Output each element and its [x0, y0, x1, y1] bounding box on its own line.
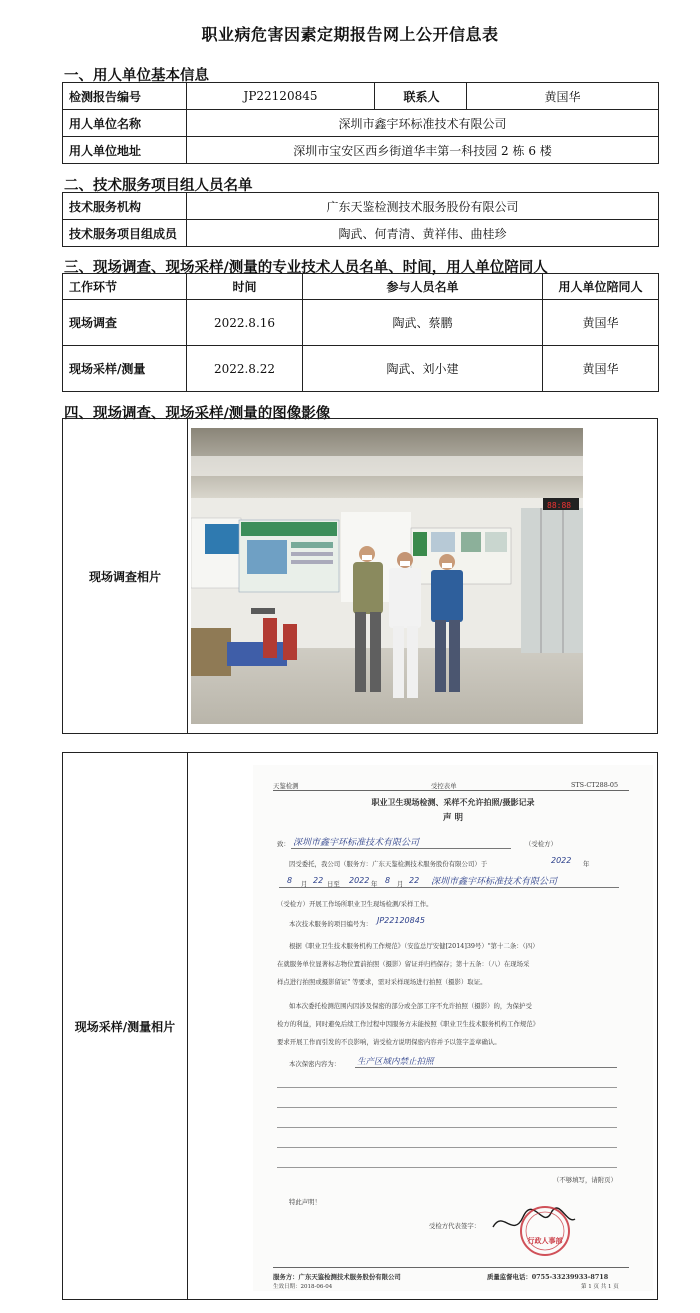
form-footer-date: 生效日期：2018-06-04 — [273, 1284, 333, 1290]
contact-label: 联系人 — [375, 83, 467, 110]
form-p5-hand: 生产区域内禁止拍照 — [357, 1057, 434, 1067]
section-3-heading: 三、现场调查、现场采样/测量的专业技术人员名单、时间，用人单位陪同人 — [64, 260, 548, 276]
form-p4: 如本次委托检测范围内因涉及保密的部分或全部工序不允许拍照（摄影）的，为保护受 — [289, 1002, 532, 1010]
svg-text:88:88: 88:88 — [547, 501, 572, 510]
form-footer-left: 服务方：广东天鉴检测技术服务股份有限公司 — [273, 1273, 401, 1281]
org-value: 广东天鉴检测技术服务股份有限公司 — [187, 193, 659, 220]
survey-photo — [191, 428, 583, 724]
report-no-label: 检测报告编号 — [63, 83, 187, 110]
survey-photo-illustration — [191, 428, 583, 724]
form-declare: 特此声明！ — [289, 1198, 321, 1206]
members-value: 陶武、何青清、黄祥伟、曲桂珍 — [187, 220, 659, 247]
col-stage-header: 工作环节 — [63, 274, 187, 300]
form-blank-line — [277, 1147, 617, 1148]
form-blank-line — [277, 1167, 617, 1168]
row-date: 2022.8.16 — [187, 300, 303, 346]
form-footer-rule — [273, 1267, 629, 1268]
form-ctrl: 受控表单 — [431, 782, 457, 790]
row-escort: 黄国华 — [543, 346, 659, 392]
address-label: 用人单位地址 — [63, 137, 187, 164]
form-blank-line — [277, 1107, 617, 1108]
form-title: 职业卫生现场检测、采样不允许拍照/摄影记录 — [371, 797, 535, 807]
document-title: 职业病危害因素定期报告网上公开信息表 — [201, 25, 499, 44]
basic-info-table — [62, 82, 659, 164]
form-p1-yr: 年 — [583, 860, 590, 868]
form-blank-line — [277, 1127, 617, 1128]
form-p2: 本次技术服务的项目编号为： — [289, 920, 373, 928]
form-date-line — [279, 887, 619, 888]
section-2-heading: 二、技术服务项目组人员名单 — [64, 178, 253, 194]
form-day-unit: 日至 — [327, 880, 340, 888]
form-p1c: （受检方）开展工作场所职业卫生现场检测/采样工作。 — [277, 900, 433, 908]
sampling-photo-label: 现场采样/测量相片 — [63, 753, 188, 1299]
company-label: 用人单位名称 — [63, 110, 187, 137]
form-to-line — [291, 848, 511, 849]
form-day2: 22 — [409, 876, 420, 885]
company-value: 深圳市鑫宇环标准技术有限公司 — [187, 110, 659, 137]
form-footer-right: 质量监督电话：0755-33239933-8718 — [487, 1273, 609, 1281]
form-p4c: 要求开展工作而引发的不良影响，请受检方说明保密内容并予以签字盖章确认。 — [277, 1038, 501, 1046]
contact-value: 黄国华 — [467, 83, 659, 110]
form-year2-unit: 年 — [371, 880, 378, 888]
survey-photo-row — [62, 418, 658, 734]
row-staff: 陶武、蔡鹏 — [303, 300, 543, 346]
form-p3b: 在就服务单位显著标志物位置前拍照（摄影）留证并归档保存；第十五条：（八）在现场采 — [277, 960, 530, 968]
row-escort: 黄国华 — [543, 300, 659, 346]
form-p3c: 样点进行拍照或摄影留证" 等要求，需对采样现场进行拍照（摄影）取证。 — [277, 978, 487, 986]
org-label: 技术服务机构 — [63, 193, 187, 220]
col-date-header: 时间 — [187, 274, 303, 300]
section-4-heading: 四、现场调查、现场采样/测量的图像影像 — [64, 406, 331, 422]
form-month2: 8 — [385, 876, 391, 885]
form-blank-line — [277, 1087, 617, 1088]
form-code: STS-CT288-05 — [571, 781, 619, 789]
form-month2-unit: 月 — [397, 880, 404, 888]
form-p4b: 检方的利益，同时避免后续工作过程中因服务方未能按照《职业卫生技术服务机构工作规范》 — [277, 1020, 540, 1028]
form-sign-label: 受检方代表签字： — [429, 1222, 481, 1230]
declaration-form-scan — [253, 765, 653, 1291]
sampling-photo-row — [62, 752, 658, 1300]
form-to-hand: 深圳市鑫宇环标准技术有限公司 — [293, 838, 420, 848]
form-fill-note: （不够填写，请附页） — [553, 1176, 617, 1184]
signature-and-stamp — [489, 1199, 581, 1259]
form-subtitle: 声 明 — [443, 813, 463, 823]
form-to-prefix: 致： — [277, 840, 290, 848]
form-footer-page: 第 1 页 共 1 页 — [581, 1284, 619, 1290]
section-1-heading: 一、用人单位基本信息 — [64, 68, 209, 84]
form-day: 22 — [313, 876, 324, 885]
form-p5-line — [355, 1067, 617, 1068]
row-date: 2022.8.22 — [187, 346, 303, 392]
form-p5: 本次保密内容为： — [289, 1060, 341, 1068]
form-month: 8 — [287, 876, 293, 885]
col-escort-header: 用人单位陪同人 — [543, 274, 659, 300]
stamp-text: 行政人事部 — [527, 1237, 563, 1245]
form-p1-year: 2022 — [551, 856, 572, 865]
form-month-unit: 月 — [301, 880, 308, 888]
table-row — [63, 300, 659, 346]
form-p3: 根据《职业卫生技术服务机构工作规范》（安监总厅安健[2014]39号）"第十二条：（四） — [289, 942, 539, 950]
form-p1: 因受委托，我公司（服务方：广东天鉴检测技术服务股份有限公司）于 — [289, 860, 488, 868]
form-header-rule — [273, 790, 629, 791]
team-table — [62, 192, 659, 247]
form-p2-hand: JP22120845 — [377, 916, 425, 925]
address-value: 深圳市宝安区西乡街道华丰第一科技园 2 栋 6 楼 — [187, 137, 659, 164]
staff-table — [62, 273, 659, 392]
form-to-suffix: （受检方） — [525, 840, 557, 848]
row-stage: 现场调查 — [63, 300, 187, 346]
report-no-value: JP22120845 — [187, 83, 375, 110]
survey-photo-label: 现场调查相片 — [63, 419, 188, 733]
table-row — [63, 346, 659, 392]
col-staff-header: 参与人员名单 — [303, 274, 543, 300]
row-stage: 现场采样/测量 — [63, 346, 187, 392]
row-staff: 陶武、刘小建 — [303, 346, 543, 392]
form-p1b-hand: 深圳市鑫宇环标准技术有限公司 — [431, 877, 558, 887]
company-stamp — [521, 1207, 569, 1255]
form-year2: 2022 — [349, 876, 370, 885]
form-org-top: 天鉴检测 — [273, 782, 299, 790]
members-label: 技术服务项目组成员 — [63, 220, 187, 247]
